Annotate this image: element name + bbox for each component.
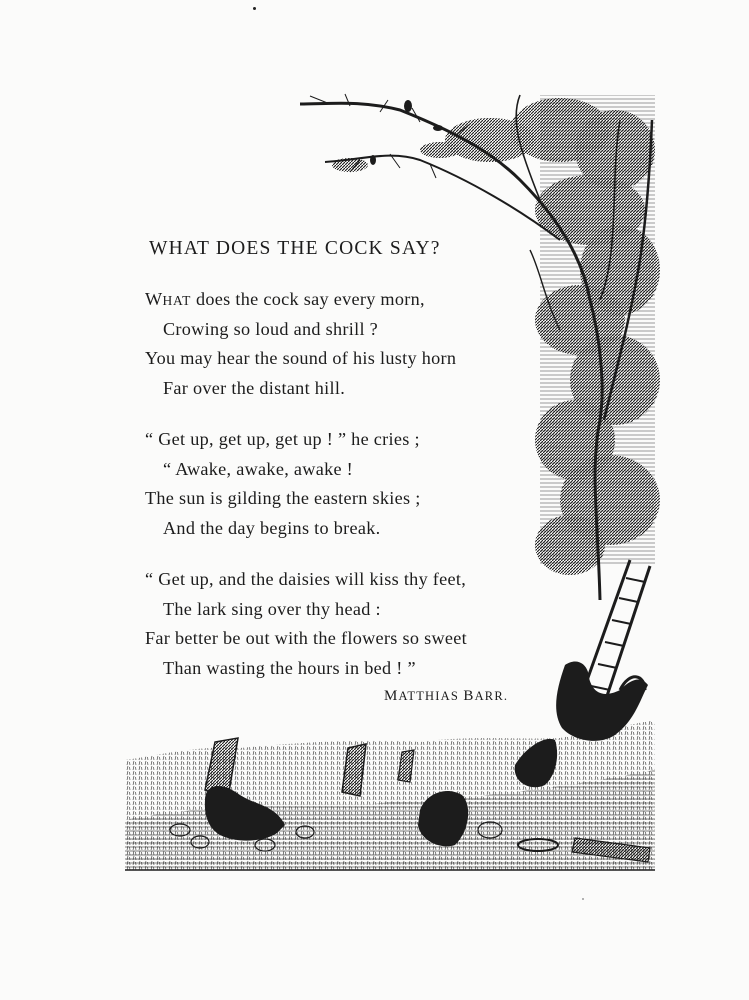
stanza-2 [145,425,535,543]
poem-line: “ Awake, awake, awake ! [163,458,354,479]
line-text: does the cock say every morn, [191,289,425,309]
poem-line: Far better be out with the flowers so sweet [145,628,468,648]
poem-line: Than wasting the hours in bed ! ” [163,657,416,678]
poem-line: The sun is gilding the eastern skies ; [145,488,421,508]
poem-line: And the day begins to break. [163,517,381,538]
poem-body [145,285,535,705]
poem-line: “ Get up, and the daisies will kiss thy feet, [145,569,467,589]
drop-initial: W [145,289,163,309]
author-credit: MATTHIAS BARR. [384,688,509,704]
poem-title: WHAT DOES THE COCK SAY? [149,238,441,259]
poem-line: The lark sing over thy head : [163,598,381,619]
poem-line: “ Get up, get up, get up ! ” he cries ; [145,429,420,449]
poem-line [145,285,535,315]
stanza-3 [145,565,535,683]
stanza-1 [145,285,535,403]
small-caps-word: HAT [162,293,192,308]
poem-line: Crowing so loud and shrill ? [163,318,379,339]
poem-line: Far over the distant hill. [163,377,346,398]
poem-line: You may hear the sound of his lusty horn [145,348,457,368]
